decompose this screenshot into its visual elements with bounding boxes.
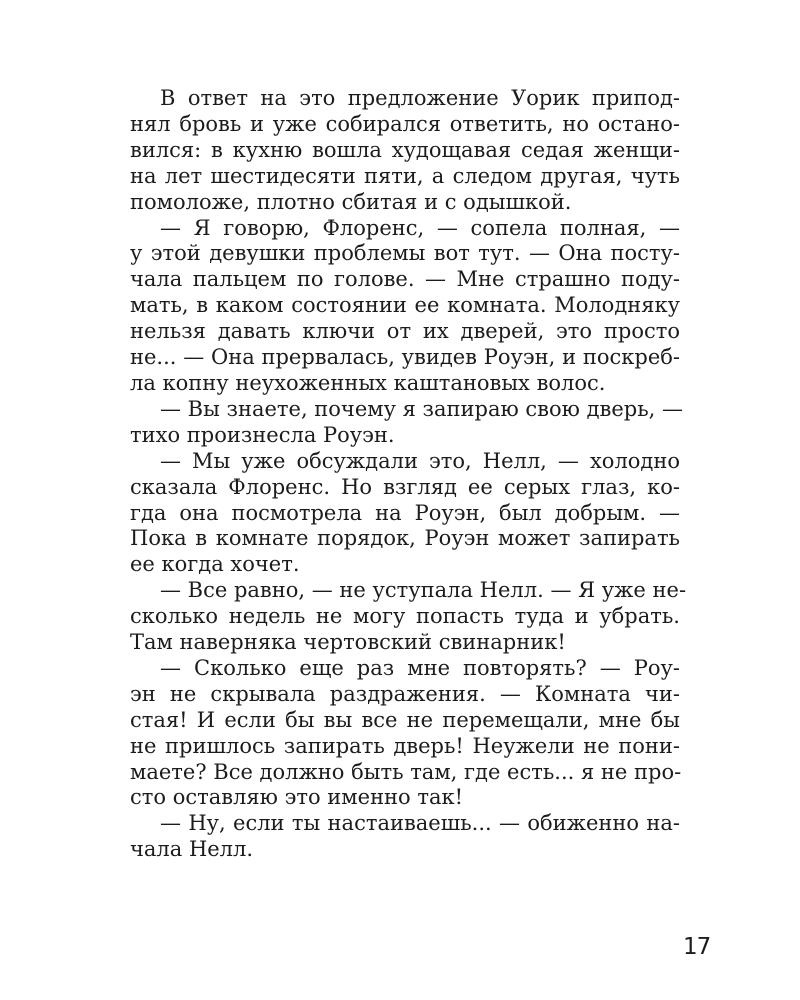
text-line: нял бровь и уже собирался ответить, но останo- — [130, 111, 680, 136]
text-line: — Все равно, — не уступала Нелл. — Я уже не- — [160, 578, 687, 603]
text-line: гда она посмотрела на Роуэн, был добрым. — — [130, 500, 680, 525]
text-line: маете? Все должно быть там, где есть... я не про- — [130, 759, 682, 784]
text-line: В ответ на это предложение Уорик припод- — [160, 86, 680, 110]
text-line: чала пальцем по голове. — Мне страшно поду- — [130, 267, 680, 292]
text-line: Пока в комнате порядок, Роуэн может запирать — [130, 526, 680, 551]
text-line: — Вы знаете, почему я запираю свою дверь, — — [160, 396, 684, 421]
text-line: сколько недель не могу попасть туда и убрать. — [130, 604, 680, 629]
text-line: ее когда хочет. — [130, 552, 300, 577]
text-line: — Ну, если ты настаиваешь... — обиженно на- — [160, 811, 680, 836]
text-line: чала Нелл. — [130, 837, 254, 862]
text-line: не... — Она прервалась, увидев Роуэн, и поскреб- — [130, 345, 680, 370]
text-line: стая! И если бы вы все не перемещали, мне бы — [130, 707, 680, 732]
text-line: сто оставляю это именно так! — [130, 785, 464, 810]
text-line: мать, в каком состоянии ее комната. Молодняку — [130, 293, 680, 318]
text-line: Там наверняка чертовский свинарник! — [130, 630, 566, 655]
text-line: помоложе, плотно сбитая и с одышкой. — [130, 189, 572, 214]
text-line: нельзя давать ключи от их дверей, это просто — [130, 319, 680, 344]
text-line: не пришлось запирать дверь! Неужели не пони- — [130, 733, 680, 758]
text-line: на лет шестидесяти пяти, а следом другая, чуть — [130, 163, 680, 188]
text-line: эн не скрывала раздражения. — Комната чи- — [130, 681, 680, 706]
text-line: тихо произнесла Роуэн. — [130, 422, 395, 447]
text-line: вился: в кухню вошла худощавая седая женщи- — [130, 137, 680, 162]
body-text — [130, 86, 687, 863]
text-line: — Я говорю, Флоренс, — сопела полная, — — [160, 215, 680, 240]
text-line: ла копну неухоженных каштановых волос. — [130, 370, 606, 395]
text-line: — Сколько еще раз мне повторять? — Роу- — [160, 655, 680, 680]
text-line: у этой девушки проблемы вот тут. — Она посту- — [130, 241, 680, 266]
text-line: — Мы уже обсуждали это, Нелл, — холодно — [160, 448, 680, 473]
page-number: 17 — [683, 934, 711, 960]
text-line: сказала Флоренс. Но взгляд ее серых глаз, ко- — [130, 474, 680, 499]
